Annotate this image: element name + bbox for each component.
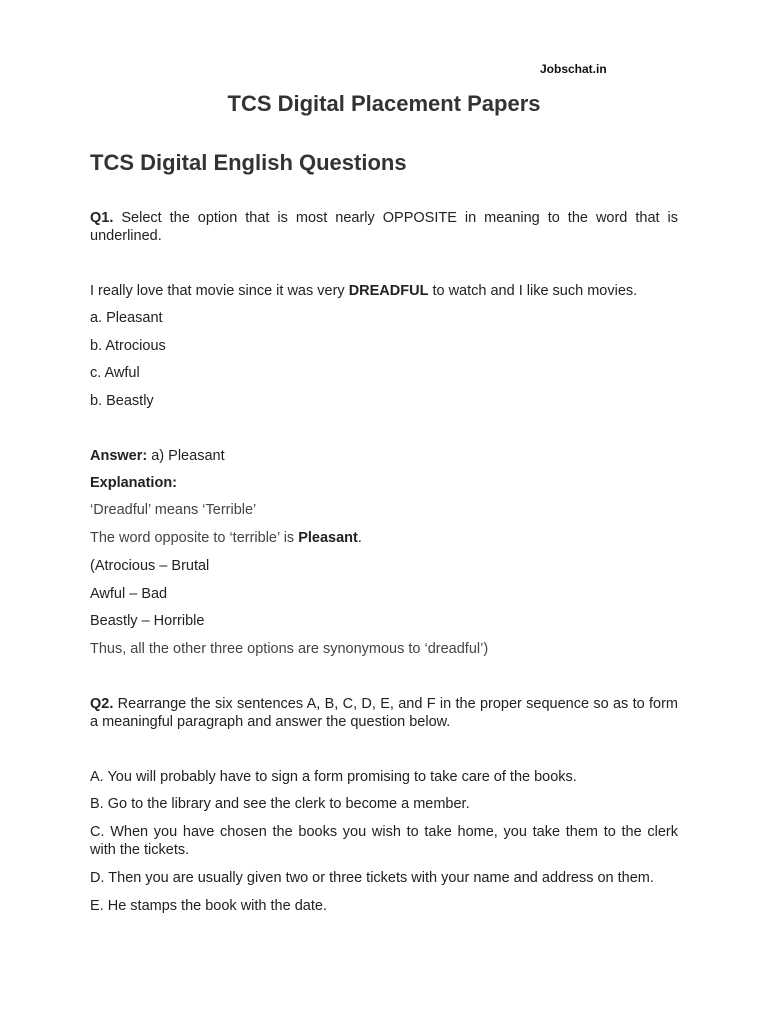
q1-answer-label: Answer: xyxy=(90,448,148,464)
q2-sentence: B. Go to the library and see the clerk to become a member. xyxy=(90,796,470,812)
q1-explanation-line: ‘Dreadful’ means ‘Terrible’ xyxy=(90,502,257,518)
page-title: TCS Digital Placement Papers xyxy=(227,91,541,116)
q1-explanation-line: Beastly – Horrible xyxy=(90,613,205,629)
q2-sentence: C. When you have chosen the books you wish to take home, you take them to the clerk with the tickets. xyxy=(90,824,678,858)
q1-answer-value: a) Pleasant xyxy=(147,448,225,464)
q2-prompt-text: Rearrange the six sentences A, B, C, D, E, and F in the proper sequence so as to form a meaningful paragraph and answer the question below. xyxy=(90,696,678,730)
q1-explanation-text: The word opposite to ‘terrible’ is xyxy=(90,530,299,546)
q1-option: b. Atrocious xyxy=(90,338,166,354)
q2-label: Q2. xyxy=(90,696,114,712)
q1-sentence xyxy=(90,282,678,300)
q1-sentence-post: to watch and I like such movies. xyxy=(428,283,638,299)
q2-sentence: D. Then you are usually given two or three tickets with your name and address on them. xyxy=(90,870,654,886)
q1-explanation-bold: Pleasant xyxy=(298,530,358,546)
q1-explanation-label xyxy=(90,474,678,492)
q2-sentence: E. He stamps the book with the date. xyxy=(90,898,327,914)
q1-explanation-line: Thus, all the other three options are synonymous to ‘dreadful’) xyxy=(90,641,489,657)
q1-explanation-tail: . xyxy=(357,530,362,546)
q2-sentence: A. You will probably have to sign a form promising to take care of the books. xyxy=(90,769,577,785)
q1-explanation-line xyxy=(90,529,678,547)
q1-explanation-label-text: Explanation: xyxy=(90,475,178,491)
q1-prompt-text: Select the option that is most nearly OPPOSITE in meaning to the word that is underlined. xyxy=(90,210,678,244)
q1-answer xyxy=(90,447,678,465)
q1-prompt xyxy=(90,209,678,245)
q2-prompt xyxy=(90,695,678,731)
q1-explanation-line: (Atrocious – Brutal xyxy=(90,558,210,574)
q1-option: c. Awful xyxy=(90,365,140,381)
q1-explanation-line: Awful – Bad xyxy=(90,586,168,602)
q1-option: a. Pleasant xyxy=(90,310,163,326)
q1-sentence-word: DREADFUL xyxy=(348,283,429,299)
q1-option: b. Beastly xyxy=(90,393,154,409)
section-title: TCS Digital English Questions xyxy=(90,150,407,175)
q1-sentence-pre: I really love that movie since it was very xyxy=(90,283,349,299)
site-name: Jobschat.in xyxy=(540,62,607,76)
q1-label: Q1. xyxy=(90,210,114,226)
